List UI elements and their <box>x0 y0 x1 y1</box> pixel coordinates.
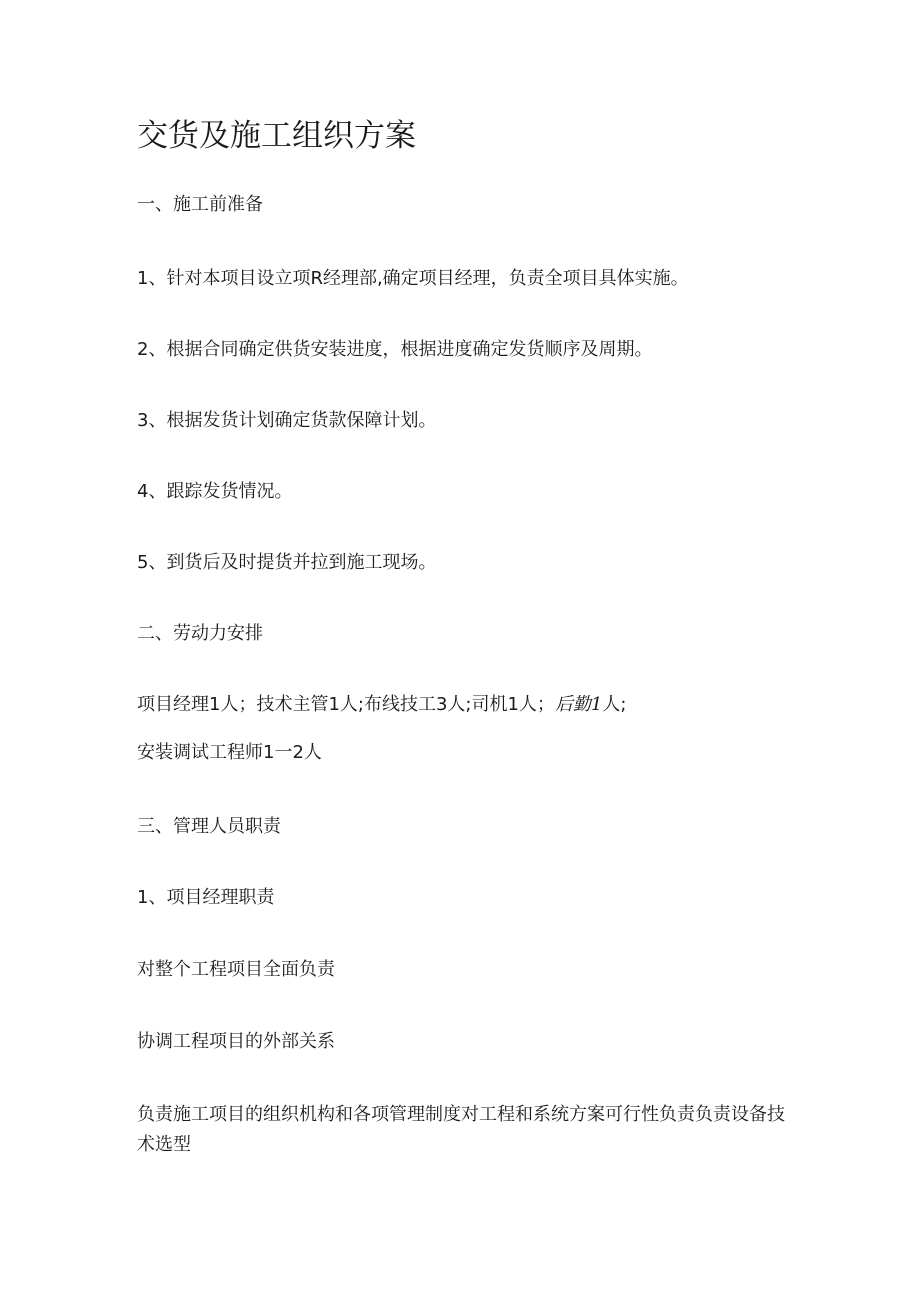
duty-item-3: 负责施工项目的组织机构和各项管理制度对工程和系统方案可行性负责负责设备技术选型 <box>137 1104 785 1155</box>
preparation-item-1: 1、针对本项目设立项R经理部,确定项目经理，负责全项目具体实施。 <box>137 268 689 289</box>
preparation-item-5: 5、到货后及时提货并拉到施工现场。 <box>137 552 437 573</box>
section-heading-preparation: 一、施工前准备 <box>137 194 263 215</box>
preparation-item-4: 4、跟踪发货情况。 <box>137 481 293 502</box>
subheading-pm-duties: 1、项目经理职责 <box>137 887 275 908</box>
section-heading-responsibilities: 三、管理人员职责 <box>137 816 281 837</box>
duty-item-1: 对整个工程项目全面负责 <box>137 959 335 980</box>
staff-allocation-italic: 后勤1 <box>554 694 603 715</box>
duty-item-2: 协调工程项目的外部关系 <box>137 1031 335 1052</box>
staff-allocation-line-1 <box>137 693 626 717</box>
staff-allocation-tail: 人; <box>602 694 627 715</box>
staff-allocation-main: 项目经理1人；技术主管1人;布线技工3人;司机1人； <box>137 694 555 715</box>
preparation-item-3: 3、根据发货计划确定货款保障计划。 <box>137 410 437 431</box>
preparation-item-2: 2、根据合同确定供货安装进度，根据进度确定发货顺序及周期。 <box>137 339 653 360</box>
section-heading-labor: 二、劳动力安排 <box>137 623 263 644</box>
staff-allocation-line-2: 安装调试工程师1一2人 <box>137 742 322 763</box>
document-title: 交货及施工组织方案 <box>137 118 416 154</box>
